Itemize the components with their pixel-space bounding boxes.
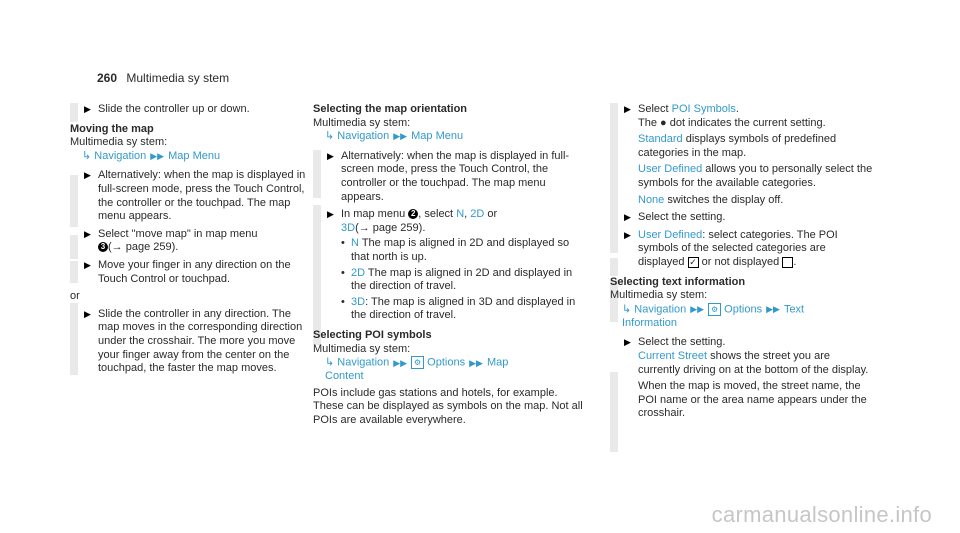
step [610,336,875,421]
option-standard: Standard [638,133,683,146]
step-ref: (→ page 259). [108,241,179,254]
option-desc [638,163,875,190]
option-text: allows you to personally select the symbols for the available categories. [638,163,873,189]
step-arrow-icon: ▶ [84,228,91,239]
step-text: The ● dot indicates the current setting. [638,116,826,129]
bullet-option: 3D [351,295,366,308]
empty-box-icon [782,257,793,268]
path-navigation: Navigation [634,303,687,316]
step [70,308,315,376]
chevron-icon: ▶▶ [150,150,165,161]
option-text: displays symbols of predefined categories in the map. [638,133,837,159]
checked-box-icon: ✓ [689,256,697,267]
bullet-text: : The map is aligned in 3D and displayed in the direction of travel. [351,295,576,322]
path-navigation: Navigation [94,149,147,162]
option-3d: 3D [341,221,356,234]
step-arrow-icon: ▶ [84,104,91,114]
path-navigation: Navigation [337,130,390,143]
step-text: In map menu [341,208,406,221]
step: ▶ User Defined: select categories. The POI symbols of the selected categories are displayed ✓ or not displayed . [624,228,838,268]
system-label: Multimedia sy stem: [610,289,708,302]
return-arrow-icon: ↳ [82,149,92,162]
step-arrow-icon: ▶ [624,229,631,240]
return-arrow-icon: ↳ [622,303,632,316]
step [610,211,875,225]
path-map: Map [486,356,509,369]
column-2 [313,103,585,430]
step-text: Select [638,103,669,115]
or-label: or [70,290,80,303]
menu-path [313,130,585,144]
page-header [97,71,229,85]
step-text: Slide the controller up or down. [98,103,250,115]
path-map-menu: Map Menu [411,130,464,143]
circle-number-icon: 3 [98,242,108,252]
path-information: Information [622,316,678,329]
header-title: Multimedia sy stem [126,71,230,85]
option-n: N [456,208,465,221]
bullet-option: N [351,237,359,250]
option-poi-symbols: POI Symbols [671,103,736,115]
option-desc [638,194,875,208]
section-heading: Selecting POI symbols [313,328,432,341]
bullet-text: The map is aligned in 2D and displayed in the direction of travel. [351,266,573,293]
step [313,150,585,204]
step: ▶ Select POI Symbols. The ● dot indicates the current setting. Standard displays symbols of predefined categories in the map. User Defined allows you to personally select the symbols for the available categories. None switches the display off. [610,103,875,207]
section-heading: Selecting the map orientation [313,103,468,115]
step-text: Select "move map" in map menu [98,227,258,240]
step [70,169,315,223]
bullet-item [341,267,585,294]
gear-icon: ⚙ [411,356,424,369]
or-word: or [487,208,498,221]
bullet-option: 2D [351,266,366,279]
menu-path [610,303,875,331]
step-text: Select the setting. [638,211,726,224]
step-arrow-icon: ▶ [84,308,91,319]
step-ref: (→ page 259). [355,221,426,234]
path-content: Content [325,370,364,383]
step [70,228,315,255]
step-arrow-icon: ▶ [624,104,631,114]
column-1 [70,103,315,380]
step-text: or not displayed [701,255,780,268]
step-arrow-icon: ▶ [327,150,334,161]
step-text: Select the setting. [638,336,726,349]
step-arrow-icon: ▶ [84,259,91,270]
step: ▶ In map menu 2 , select N, 2D or 3D(→ page 259). • N The map is aligned in 2D and displayed so that north is up. • 2D The map is aligned in 2D and displayed in the direction of travel. • 3D: The map is aligned in 3D and displayed in the direction of travel. [313,208,585,323]
option-current-street: Current Street [638,349,708,362]
system-label: Multimedia sy stem: [313,342,411,355]
watermark: carmanualsonline.info [711,502,932,527]
path-navigation: Navigation [337,356,390,369]
step-arrow-icon: ▶ [624,337,631,348]
path-map-menu: Map Menu [168,149,221,162]
gear-icon: ⚙ [708,303,721,316]
paragraph: POIs include gas stations and hotels, for example. These can be displayed as symbols on the map. Not all POIs are available everywhere. [313,386,583,426]
path-options: Options [427,356,466,369]
chevron-icon: ▶▶ [469,357,483,368]
option-user-defined: User Defined [638,163,703,176]
menu-path [313,356,585,384]
step-text: , select [418,208,454,221]
bullet-icon: • [341,266,345,279]
bullet-item [341,296,585,323]
chevron-icon: ▶▶ [393,357,408,368]
step-text: : select categories. The POI symbols of the selected categories are displayed [638,228,838,268]
option-desc [638,133,875,160]
path-text: Text [783,303,805,316]
section-heading: Moving the map [70,122,154,135]
column-3 [610,103,875,425]
menu-path [70,150,315,164]
page-number: 260 [97,71,118,85]
step-text: Move your finger in any direction on the Touch Control or touchpad. [98,258,291,285]
bullet-icon: • [341,295,345,308]
step-arrow-icon: ▶ [84,170,91,181]
step-arrow-icon: ▶ [327,209,334,220]
path-options: Options [724,303,763,316]
chevron-icon: ▶▶ [766,304,780,315]
paragraph: When the map is moved, the street name, the POI name or the area name appears under the crosshair. [638,380,867,420]
system-label: Multimedia sy stem: [313,116,411,129]
step-arrow-icon: ▶ [624,212,631,223]
option-user-defined: User Defined [638,228,703,241]
step [70,103,315,117]
bullet-icon: • [341,237,345,250]
chevron-icon: ▶▶ [393,131,408,142]
step-text: Alternatively: when the map is displayed in full-screen mode, press the Touch Control, the controller or the touchpad. The map menu appears. [98,169,306,223]
step-text: Slide the controller in any direction. The map moves in the corresponding direction under the crosshair. The more you move your finger away from the center on the touchpad, the faster the map moves. [98,307,303,375]
step [70,259,315,286]
circle-number-icon: 2 [408,209,418,219]
system-label: Multimedia sy stem: [70,136,168,149]
chevron-icon: ▶▶ [690,304,705,315]
option-2d: 2D [470,208,485,221]
section-heading: Selecting text information [610,275,746,288]
return-arrow-icon: ↳ [325,356,335,369]
step-text: Alternatively: when the map is displayed in full-screen mode, press the Touch Control, the controller or the touchpad. The map menu appears. [341,149,570,203]
step-text: shows the street you are currently driving on at the bottom of the display. [638,349,869,376]
option-none: None [638,193,665,206]
option-text: switches the display off. [667,193,784,206]
bullet-item [341,237,585,264]
return-arrow-icon: ↳ [325,130,335,143]
bullet-text: The map is aligned in 2D and displayed so that north is up. [351,237,570,263]
